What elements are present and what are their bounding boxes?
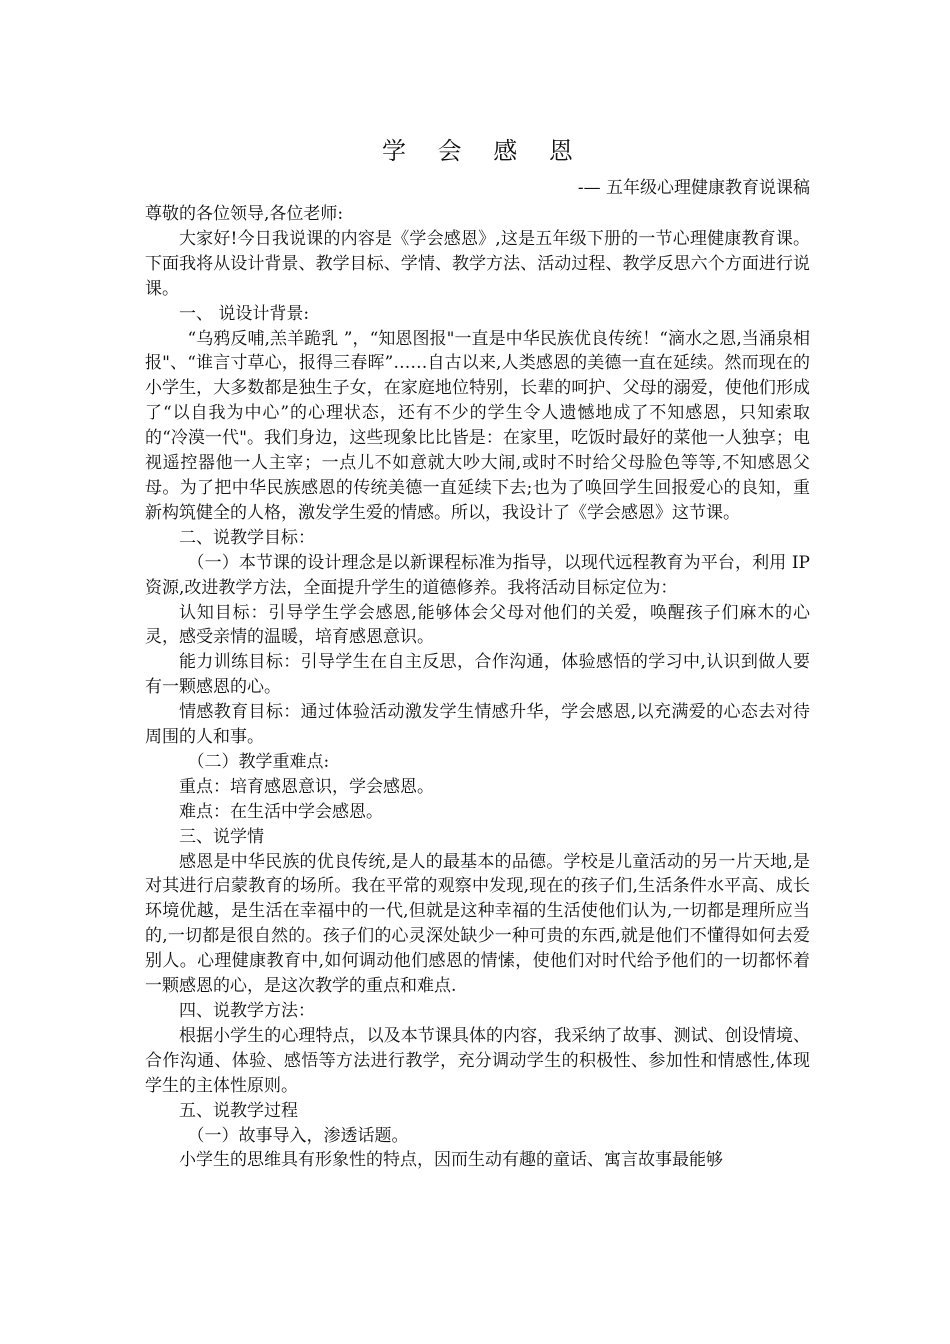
paragraph: 尊敬的各位领导,各位老师: [145,204,344,224]
paragraph: 能力训练目标：引导学生在自主反思，合作沟通，体验感悟的学习中,认识到做人要有一颗感恩的心。 [145,652,810,698]
document-title: 学 会 感 恩 [382,137,585,165]
paragraph: （一）本节课的设计理念是以新课程标准为指导，以现代远程教育为平台，利用 IP 资源,改进教学方法，全面提升学生的道德修养。我将活动目标定位为： [145,552,810,598]
paragraph: 认知目标：引导学生学会感恩,能够体会父母对他们的关爱，唤醒孩子们麻木的心灵，感受亲情的温暖，培育感恩意识。 [145,602,810,648]
paragraph: 难点：在生活中学会感恩。 [179,801,383,822]
subsection-heading: （一）故事导入，渗透话题。 [187,1125,409,1146]
section-heading: 五、说教学过程 [179,1100,298,1121]
paragraph: 小学生的思维具有形象性的特点，因而生动有趣的童话、寓言故事最能够 [179,1150,723,1171]
document-page [145,134,810,1173]
paragraph: 感恩是中华民族的优良传统,是人的最基本的品德。学校是儿童活动的另一片天地,是对其进行启蒙教育的场所。我在平常的观察中发现,现在的孩子们,生活条件水平高、成长环境优越，是生活在幸福中的一代,但就是这种幸福的生活使他们认为,一切都是理所应当的,一切都是很自然的。孩子们的心灵深处缺少一种可贵的东西,就是他们不懂得如何去爱别人。心理健康教育中,如何调动他们感恩的情愫，使他们对时代给予他们的一切都怀着一颗感恩的心，是这次教学的重点和难点. [145,851,810,997]
section-heading: 二、说教学目标： [179,527,315,548]
paragraph: 重点：培育感恩意识，学会感恩。 [179,776,434,797]
section-heading: 一、 说设计背景: [179,303,310,324]
section-heading: 三、说学情 [179,826,264,847]
paragraph: “乌鸦反哺,羔羊跪乳 ”，“知恩图报"一直是中华民族优良传统！“滴水之恩,当涌泉相报"、“谁言寸草心，报得三春晖”……自古以来,人类感恩的美德一直在延续。然而现在的小学生，大多数都是独生子女，在家庭地位特别，长辈的呵护、父母的溺爱，使他们形成了“以自我为中心”的心理状态，还有不少的学生令人遗憾地成了不知感恩，只知索取的“冷漠一代"。我们身边，这些现象比比皆是：在家里，吃饭时最好的菜他一人独享；电视遥控器他一人主宰；一点儿不如意就大吵大闹,或时不时给父母脸色等等,不知感恩父母。为了把中华民族感恩的传统美德一直延续下去;也为了唤回学生回报爱心的良知，重新构筑健全的人格，激发学生爱的情感。所以，我设计了《学会感恩》这节课。 [145,328,810,523]
paragraph: 情感教育目标：通过体验活动激发学生情感升华，学会感恩,以充满爱的心态去对待周围的人和事。 [145,702,810,748]
paragraph: 根据小学生的心理特点，以及本节课具体的内容，我采纳了故事、测试、创设情境、合作沟通、体验、感悟等方法进行教学，充分调动学生的积极性、参加性和情感性,体现学生的主体性原则。 [145,1025,810,1096]
document-body [145,202,810,1173]
section-heading: 四、说教学方法： [179,1001,315,1021]
document-subtitle: -— 五年级心理健康教育说课稿 [577,178,810,198]
subsection-heading: （二）教学重难点: [187,751,330,772]
paragraph: 大家好!今日我说课的内容是《学会感恩》,这是五年级下册的一节心理健康教育课。下面我将从设计背景、教学目标、学情、教学方法、活动过程、教学反思六个方面进行说课。 [145,228,810,299]
